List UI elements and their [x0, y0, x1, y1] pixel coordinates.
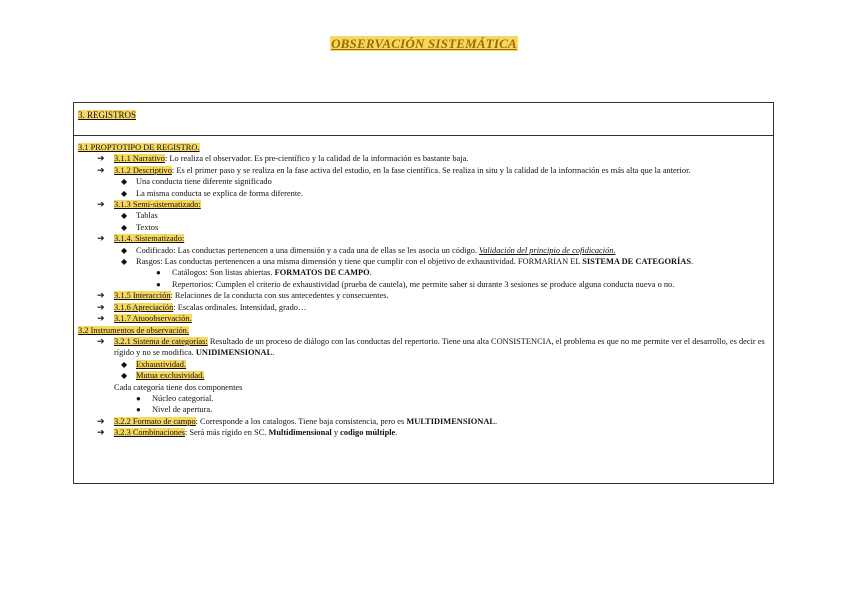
diamond-icon: ◆: [121, 211, 128, 221]
arrow-icon: ➔: [97, 164, 105, 175]
diamond-icon: ◆: [121, 245, 128, 255]
list-item-codificado: ◆ Codificado: Las conductas pertenencen a una dimensión y a cada una de ellas se les asocia un código. Validación del principio de cofidicación.: [121, 245, 616, 255]
bullet-icon: ●: [156, 279, 161, 289]
list-item: ◆ La misma conducta se explica de forma diferente.: [121, 188, 303, 198]
registros-box: [73, 102, 774, 484]
arrow-icon: ➔: [97, 301, 105, 312]
arrow-icon: ➔: [97, 427, 105, 438]
diamond-icon: ◆: [121, 371, 128, 381]
list-item-3-1-2: ➔ 3.1.2 Descriptivo: Es el primer paso y se realiza en la fase activa del estudio, en la fase científica. Se realiza in situ y la calidad de la información es más alta que la anterior.: [97, 164, 691, 175]
diamond-icon: ◆: [121, 257, 128, 267]
list-item-3-1-4: ➔ 3.1.4. Sistematizado:: [97, 233, 185, 244]
box-content: [74, 136, 773, 439]
list-item-3-2-2: ➔ 3.2.2 Formato de campo: Corresponde a los catalogos. Tiene baja consistencia, pero es MULTIDIMENSIONAL.: [97, 415, 498, 426]
list-item: ● Núcleo categorial.: [136, 393, 214, 403]
list-item: ◆ Exhaustividad.: [121, 359, 187, 369]
diamond-icon: ◆: [121, 188, 128, 198]
list-item-3-1-1: ➔ 3.1.1 Narrativo: Lo realiza el observador. Es pre-científico y la calidad de la información es bastante baja.: [97, 153, 469, 164]
section-heading-3-2: 3.2 Instrumentos de observación.: [78, 325, 189, 335]
list-item-3-2-3: ➔ 3.2.3 Combinaciones: Será más rígido en SC. Multidimensional y codigo múltiple.: [97, 427, 398, 438]
list-item-3-1-5: ➔ 3.1.5 Interacción: Relaciones de la conducta con sus antecedentes y consecuentes.: [97, 290, 389, 301]
section-heading-3-1: 3.1 PROPTOTIPO DE REGISTRO.: [78, 143, 200, 152]
list-item-catalogos: ● Catálogos: Son listas abiertas. FORMATOS DE CAMPO.: [156, 268, 372, 278]
list-item: ◆ Una conducta tiene diferente significado: [121, 177, 272, 187]
list-item: ◆ Mutua exclusividad.: [121, 371, 205, 381]
arrow-icon: ➔: [97, 290, 105, 301]
list-item-3-2-1: ➔ 3.2.1 Sistema de categorías: Resultado de un proceso de diálogo con las conductas del repertorio. Tiene una alta CONSISTENCIA, el problema es que no me permite ver el desarrollo, es decir es rígido y no se modifica. UNIDIMENSIONAL.: [97, 335, 765, 358]
arrow-icon: ➔: [97, 153, 105, 164]
arrow-icon: ➔: [97, 335, 105, 346]
diamond-icon: ◆: [121, 222, 128, 232]
bullet-icon: ●: [136, 405, 141, 415]
diamond-icon: ◆: [121, 359, 128, 369]
arrow-icon: ➔: [97, 313, 105, 324]
document-title: OBSERVACIÓN SISTEMÁTICA: [331, 36, 517, 51]
arrow-icon: ➔: [97, 233, 105, 244]
diamond-icon: ◆: [121, 177, 128, 187]
list-item-rasgos: ◆ Rasgos: Las conductas pertenencen a una misma dimensión y tiene que cumplir con el objetivo de exhaustividad. FORMARIAN EL SISTEMA DE CATEGORÍAS.: [121, 257, 694, 267]
list-item-repertorios: ● Repertorios: Cumplen el criterio de exhaustividad (prueba de cautela), me permite saber si durante 3 sesiones se produce alguna conducta nueva o no.: [156, 279, 675, 289]
list-item-3-1-7: ➔ 3.1.7 Atuoobservación.: [97, 313, 192, 324]
list-item-3-1-6: ➔ 3.1.6 Apreciación: Escalas ordinales. Intensidad, grado…: [97, 301, 307, 312]
box-heading: 3. REGISTROS: [74, 103, 773, 136]
list-item-3-1-3: ➔ 3.1.3 Semi-sistematizado:: [97, 199, 201, 210]
bullet-icon: ●: [136, 393, 141, 403]
arrow-icon: ➔: [97, 199, 105, 210]
list-item: ◆ Tablas: [121, 211, 158, 221]
note-text: Cada categoría tiene dos componentes: [114, 382, 243, 392]
arrow-icon: ➔: [97, 415, 105, 426]
list-item: ◆ Textos: [121, 222, 159, 232]
list-item: ● Nivel de apertura.: [136, 405, 213, 415]
bullet-icon: ●: [156, 268, 161, 278]
